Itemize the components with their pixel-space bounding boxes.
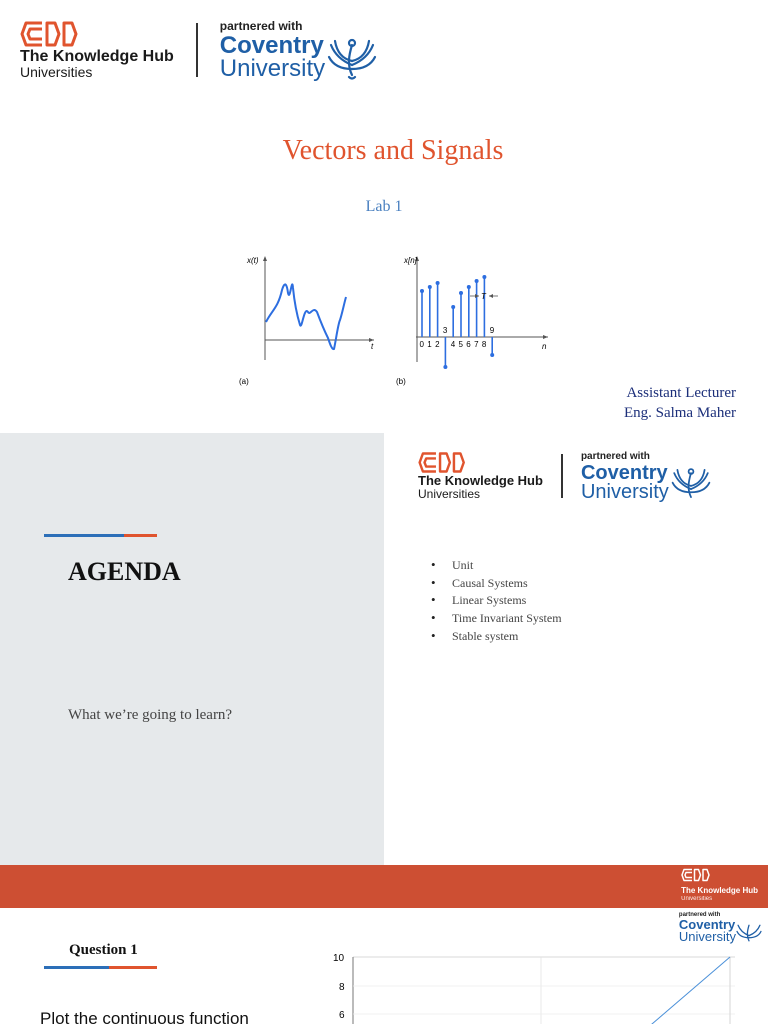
banner-logo (681, 868, 758, 902)
continuous-ylabel: x(t) (247, 256, 259, 265)
plot-tick-6: 6 (339, 1010, 345, 1021)
knowledge-hub-mark-icon (681, 868, 711, 882)
agenda-panel (0, 433, 384, 865)
org-name: The Knowledge Hub (20, 47, 174, 65)
agenda-title: AGENDA (68, 557, 181, 586)
stem-tick-label: 1 (427, 340, 432, 349)
question-text: Plot the continuous function (40, 1009, 249, 1024)
question-plot (325, 950, 740, 1024)
knowledge-hub-mark-icon (418, 451, 467, 474)
partner-line1: Coventry (678, 917, 736, 932)
question-title: Question 1 (69, 942, 138, 958)
lecturer-name: Eng. Salma Maher (623, 404, 736, 421)
question-slide (0, 865, 768, 1024)
partner-label: partnered with (580, 450, 650, 462)
agenda-item-stable: • Stable system (452, 629, 562, 647)
org-sub: Universities (418, 487, 481, 502)
stem-tick-label: 4 (450, 340, 456, 349)
discrete-ylabel: x[n] (404, 256, 417, 265)
stem-point (428, 285, 432, 289)
stem-point (467, 285, 471, 289)
stem-point (482, 275, 486, 279)
agenda-question: What we’re going to learn? (68, 707, 233, 723)
agenda-item-unit: • Unit (452, 558, 562, 576)
stem-tick-label: 0 (419, 340, 424, 349)
slide-title: Vectors and Signals (282, 135, 504, 166)
stem-point (443, 365, 447, 369)
partner-line2: University (219, 55, 326, 83)
plot-tick-10: 10 (333, 953, 345, 964)
partner-logo (581, 451, 711, 502)
phoenix-icon (736, 920, 762, 944)
discrete-signal-plot (396, 256, 548, 386)
stem-point (490, 353, 494, 357)
banner-org-sub: Universities (681, 895, 713, 902)
agenda-slide (0, 433, 768, 865)
agenda-list (452, 558, 562, 646)
lecturer-block (624, 384, 736, 423)
stem-point (459, 291, 463, 295)
signals-figure (230, 250, 560, 392)
stem-tick-label: 2 (435, 340, 440, 349)
institution-logo-small (410, 443, 732, 509)
org-sub: Universities (20, 64, 93, 81)
institution-logo (12, 10, 410, 90)
discrete-caption: (b) (396, 377, 406, 386)
stem-point (436, 281, 440, 285)
partner-line1: Coventry (219, 32, 324, 60)
phoenix-icon (327, 35, 377, 81)
agenda-accent-rule (44, 534, 157, 537)
lecturer-role: Assistant Lecturer (626, 385, 736, 401)
knowledge-hub-mark-icon (20, 20, 80, 48)
partner-line2: University (580, 480, 669, 503)
period-marker (470, 292, 498, 301)
agenda-item-linear: • Linear Systems (452, 593, 562, 611)
logo-divider (196, 23, 198, 77)
plot-tick-8: 8 (339, 982, 345, 993)
stem-tick-label: 5 (458, 340, 463, 349)
phoenix-icon (671, 465, 711, 502)
agenda-item-causal: • Causal Systems (452, 576, 562, 594)
stem-point (475, 279, 479, 283)
stem-tick-label: 6 (466, 340, 471, 349)
header-banner (0, 865, 768, 908)
partner-line2: University (678, 929, 736, 945)
title-slide (0, 0, 768, 433)
partner-label: partnered with (219, 19, 303, 33)
knowledge-hub-logo (418, 451, 543, 501)
continuous-signal-plot (239, 256, 374, 386)
slide-subtitle: Lab 1 (365, 198, 403, 215)
agenda-item-time-invariant: • Time Invariant System (452, 611, 562, 629)
stem-tick-label: 7 (474, 340, 479, 349)
stem-tick-label: 9 (489, 326, 495, 335)
stem-point (451, 305, 455, 309)
period-label: T (481, 292, 486, 301)
banner-org-name: The Knowledge Hub (681, 886, 758, 895)
continuous-caption: (a) (239, 377, 249, 386)
logo-divider (561, 454, 563, 498)
discrete-xlabel: n (542, 342, 547, 351)
stem-point (420, 289, 424, 293)
knowledge-hub-logo (20, 20, 174, 81)
partner-line1: Coventry (580, 461, 668, 484)
org-name: The Knowledge Hub (418, 472, 543, 488)
partner-label: partnered with (678, 912, 721, 918)
continuous-curve (266, 284, 346, 349)
partner-logo-small (679, 912, 762, 944)
stem-tick-label: 8 (481, 340, 487, 349)
question-accent-rule (44, 966, 157, 969)
stem-tick-label: 3 (442, 326, 448, 335)
partner-logo (220, 19, 377, 81)
continuous-xlabel: t (371, 342, 374, 351)
